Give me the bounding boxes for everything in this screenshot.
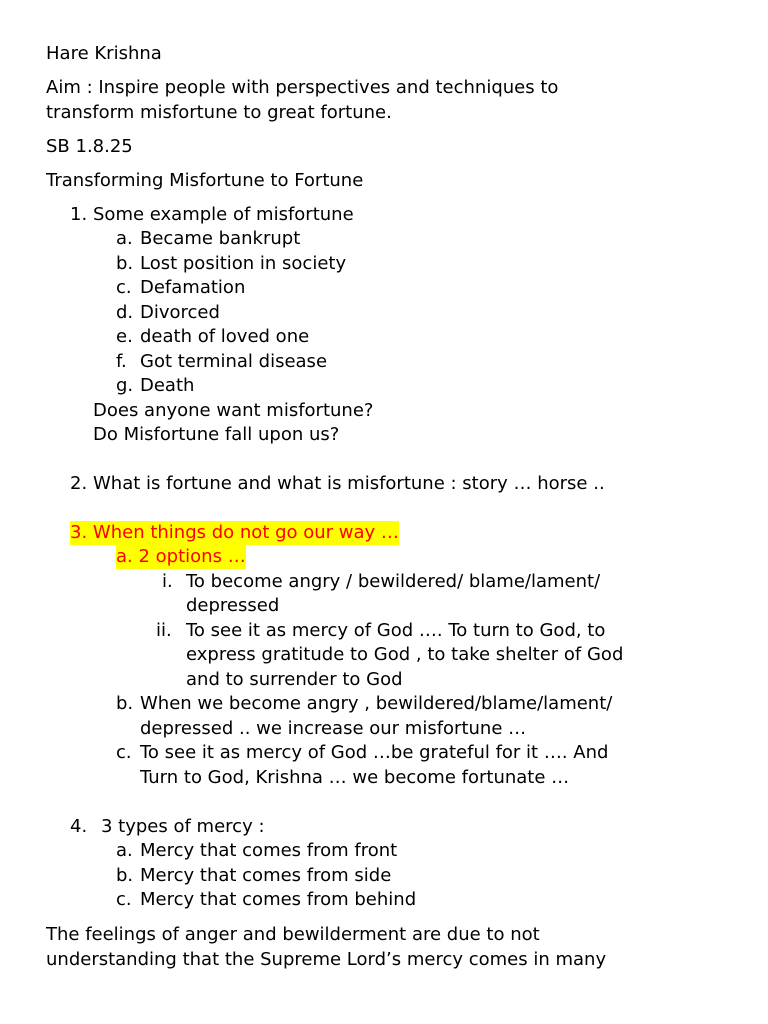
aim-line-1: Aim : Inspire people with perspectives and techniques to (46, 77, 559, 98)
sub-item-marker: f. (116, 351, 127, 372)
list-item-1-text: Some example of misfortune (93, 204, 354, 225)
sub-item-text: Defamation (140, 277, 246, 298)
sub-item-text: Mercy that comes from side (140, 865, 392, 886)
closing-line-1: The feelings of anger and bewilderment are due to not (46, 924, 540, 945)
sub-item-text: death of loved one (140, 326, 310, 347)
sub-item-3a-marker: a. (116, 546, 133, 567)
sub-item-text: Mercy that comes from behind (140, 889, 417, 910)
sub-item-text: Became bankrupt (140, 228, 301, 249)
sub-item-marker: g. (116, 375, 134, 396)
sub-item-marker: e. (116, 326, 133, 347)
sub-item-text: Death (140, 375, 195, 396)
question-1: Does anyone want misfortune? (93, 400, 374, 421)
roman-item-ii-line-3: and to surrender to God (186, 669, 403, 690)
list-item-4-text: 3 types of mercy : (101, 816, 265, 837)
sub-item-marker: c. (116, 889, 132, 910)
sub-item-3c-marker: c. (116, 742, 132, 763)
sub-item-3b-line-2: depressed .. we increase our misfortune … (140, 718, 527, 739)
sub-item-marker: a. (116, 840, 133, 861)
closing-line-2: understanding that the Supreme Lord’s mercy comes in many (46, 949, 607, 970)
list-item-1-marker: 1. (70, 204, 88, 225)
aim-line-2: transform misfortune to great fortune. (46, 102, 392, 123)
roman-item-ii-line-1: To see it as mercy of God …. To turn to God, to (186, 620, 606, 641)
roman-item-i-marker: i. (162, 571, 173, 592)
list-item-3-highlighted (70, 521, 399, 545)
list-item-3-text: When things do not go our way … (92, 522, 399, 543)
sub-item-3a-highlighted (116, 545, 246, 569)
sub-item-text: Mercy that comes from front (140, 840, 398, 861)
roman-item-i-line-2: depressed (186, 595, 280, 616)
sub-item-text: Lost position in society (140, 253, 347, 274)
sub-item-marker: b. (116, 253, 134, 274)
sub-item-marker: c. (116, 277, 132, 298)
greeting-text: Hare Krishna (46, 43, 162, 64)
roman-item-ii-marker: ii. (156, 620, 172, 641)
document-title: Transforming Misfortune to Fortune (46, 170, 364, 191)
roman-item-ii-line-2: express gratitude to God , to take shelter of God (186, 644, 624, 665)
sub-item-3a-text: 2 options … (138, 546, 246, 567)
sub-item-3b-marker: b. (116, 693, 134, 714)
sub-item-3c-line-2: Turn to God, Krishna … we become fortunate … (140, 767, 570, 788)
sub-item-3b-line-1: When we become angry , bewildered/blame/lament/ (140, 693, 613, 714)
list-item-2-marker: 2. (70, 473, 88, 494)
question-2: Do Misfortune fall upon us? (93, 424, 340, 445)
sub-item-marker: a. (116, 228, 133, 249)
sub-item-marker: d. (116, 302, 134, 323)
list-item-2-text: What is fortune and what is misfortune : story … horse .. (93, 473, 605, 494)
sub-item-text: Divorced (140, 302, 220, 323)
sub-item-3c-line-1: To see it as mercy of God …be grateful for it …. And (140, 742, 609, 763)
list-item-3-marker: 3. (70, 522, 88, 543)
sub-item-marker: b. (116, 865, 134, 886)
sub-item-text: Got terminal disease (140, 351, 328, 372)
reference-text: SB 1.8.25 (46, 136, 133, 157)
list-item-4-marker: 4. (70, 816, 88, 837)
roman-item-i-line-1: To become angry / bewildered/ blame/lament/ (186, 571, 601, 592)
